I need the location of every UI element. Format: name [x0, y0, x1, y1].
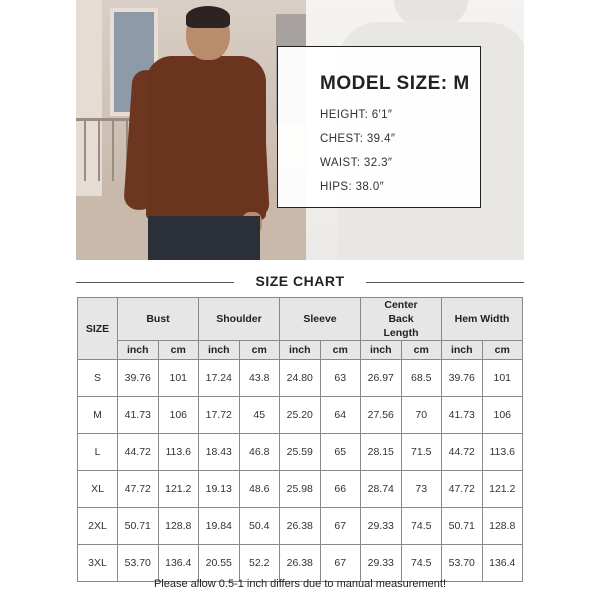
measurement-cell: 128.8 — [158, 508, 199, 545]
measurement-cell: 47.72 — [118, 471, 159, 508]
measurement-cell: 19.84 — [199, 508, 240, 545]
measurement-cell: 39.76 — [442, 360, 483, 397]
unit-inch: inch — [442, 341, 483, 360]
measurement-cell: 53.70 — [118, 545, 159, 582]
hem-width-header: Hem Width — [442, 298, 523, 341]
measurement-cell: 25.98 — [280, 471, 321, 508]
size-cell: L — [78, 434, 118, 471]
unit-cm: cm — [401, 341, 442, 360]
measurement-cell: 29.33 — [361, 508, 402, 545]
size-cell: M — [78, 397, 118, 434]
measurement-cell: 48.6 — [239, 471, 280, 508]
measurement-cell: 74.5 — [401, 508, 442, 545]
measurement-cell: 101 — [482, 360, 523, 397]
measurement-cell: 17.24 — [199, 360, 240, 397]
measurement-cell: 18.43 — [199, 434, 240, 471]
size-cell: 2XL — [78, 508, 118, 545]
unit-cm: cm — [239, 341, 280, 360]
measurement-cell: 24.80 — [280, 360, 321, 397]
unit-inch: inch — [280, 341, 321, 360]
measurement-cell: 67 — [320, 545, 361, 582]
table-unit-row — [78, 341, 523, 360]
measurement-cell: 41.73 — [442, 397, 483, 434]
measurement-cell: 17.72 — [199, 397, 240, 434]
table-row — [78, 545, 523, 582]
measurement-cell: 106 — [158, 397, 199, 434]
measurement-cell: 52.2 — [239, 545, 280, 582]
measurement-cell: 44.72 — [118, 434, 159, 471]
measurement-cell: 29.33 — [361, 545, 402, 582]
table-header-row — [78, 298, 523, 341]
size-chart-table — [77, 297, 523, 582]
table-row — [78, 397, 523, 434]
table-row — [78, 471, 523, 508]
measurement-cell: 113.6 — [158, 434, 199, 471]
unit-inch: inch — [361, 341, 402, 360]
unit-cm: cm — [482, 341, 523, 360]
measurement-cell: 73 — [401, 471, 442, 508]
measurement-cell: 19.13 — [199, 471, 240, 508]
table-body — [78, 360, 523, 582]
size-cell: XL — [78, 471, 118, 508]
heading-divider-right — [366, 282, 524, 283]
unit-inch: inch — [199, 341, 240, 360]
size-column-header: SIZE — [78, 298, 118, 360]
center-back-length-header: Center Back Length — [361, 298, 442, 341]
measurement-cell: 25.59 — [280, 434, 321, 471]
measurement-cell: 65 — [320, 434, 361, 471]
measurement-cell: 26.97 — [361, 360, 402, 397]
table-row — [78, 508, 523, 545]
size-chart-heading-bar — [76, 272, 524, 292]
measurement-cell: 68.5 — [401, 360, 442, 397]
measurement-cell: 26.38 — [280, 545, 321, 582]
measurement-cell: 47.72 — [442, 471, 483, 508]
model-chest: CHEST: 39.4″ — [320, 133, 396, 145]
measurement-cell: 28.74 — [361, 471, 402, 508]
measurement-cell: 45 — [239, 397, 280, 434]
model-size-title: MODEL SIZE: M — [320, 73, 470, 94]
measurement-cell: 113.6 — [482, 434, 523, 471]
measurement-cell: 64 — [320, 397, 361, 434]
unit-cm: cm — [320, 341, 361, 360]
table-row — [78, 360, 523, 397]
measurement-cell: 44.72 — [442, 434, 483, 471]
measurement-cell: 50.71 — [118, 508, 159, 545]
measurement-cell: 136.4 — [158, 545, 199, 582]
measurement-cell: 50.71 — [442, 508, 483, 545]
sleeve-header: Sleeve — [280, 298, 361, 341]
measurement-cell: 74.5 — [401, 545, 442, 582]
unit-cm: cm — [158, 341, 199, 360]
size-cell: 3XL — [78, 545, 118, 582]
model-hair — [186, 6, 230, 28]
measurement-note: Please allow 0.5-1 inch differs due to manual measurement! — [153, 578, 447, 590]
measurement-cell: 26.38 — [280, 508, 321, 545]
model-height: HEIGHT: 6′1″ — [320, 109, 393, 121]
model-pants — [148, 216, 260, 260]
measurement-cell: 43.8 — [239, 360, 280, 397]
bust-header: Bust — [118, 298, 199, 341]
measurement-cell: 70 — [401, 397, 442, 434]
measurement-cell: 41.73 — [118, 397, 159, 434]
model-hips: HIPS: 38.0″ — [320, 181, 385, 193]
unit-inch: inch — [118, 341, 159, 360]
measurement-cell: 67 — [320, 508, 361, 545]
measurement-cell: 27.56 — [361, 397, 402, 434]
measurement-cell: 50.4 — [239, 508, 280, 545]
measurement-cell: 128.8 — [482, 508, 523, 545]
model-size-panel — [277, 46, 481, 208]
model-shirt — [146, 56, 266, 220]
measurement-cell: 101 — [158, 360, 199, 397]
measurement-cell: 71.5 — [401, 434, 442, 471]
size-cell: S — [78, 360, 118, 397]
measurement-cell: 39.76 — [118, 360, 159, 397]
measurement-cell: 25.20 — [280, 397, 321, 434]
model-waist: WAIST: 32.3″ — [320, 157, 393, 169]
measurement-cell: 66 — [320, 471, 361, 508]
shoulder-header: Shoulder — [199, 298, 280, 341]
measurement-cell: 106 — [482, 397, 523, 434]
size-chart-heading: SIZE CHART — [255, 273, 345, 289]
measurement-cell: 136.4 — [482, 545, 523, 582]
measurement-cell: 53.70 — [442, 545, 483, 582]
table-row — [78, 434, 523, 471]
measurement-cell: 121.2 — [158, 471, 199, 508]
measurement-cell: 121.2 — [482, 471, 523, 508]
measurement-cell: 63 — [320, 360, 361, 397]
measurement-cell: 28.15 — [361, 434, 402, 471]
measurement-cell: 20.55 — [199, 545, 240, 582]
measurement-cell: 46.8 — [239, 434, 280, 471]
